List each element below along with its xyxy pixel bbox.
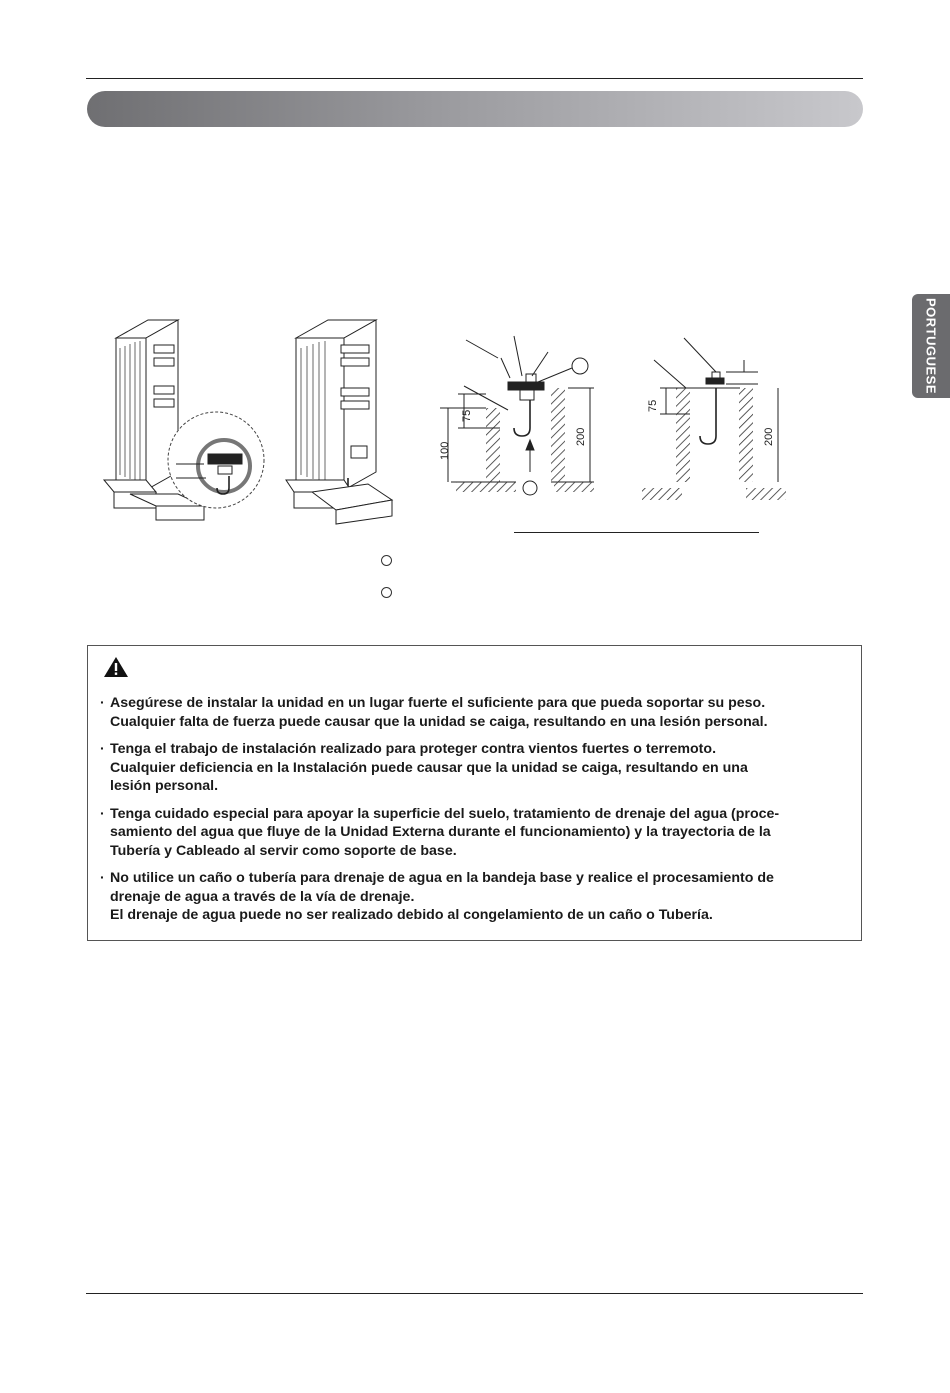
dim-200-right: 200 xyxy=(763,427,775,446)
installation-figure xyxy=(86,300,786,530)
caution-box xyxy=(87,645,862,941)
dim-75-left: 75 xyxy=(461,409,473,422)
dim-75-right: 75 xyxy=(647,399,659,412)
dim-100: 100 xyxy=(439,441,451,460)
dim-200-left: 200 xyxy=(575,427,587,446)
bottom-rule xyxy=(86,1293,863,1294)
warning-triangle-icon xyxy=(103,656,129,678)
caution-item-bullet: · xyxy=(100,805,105,822)
legend-marker-b xyxy=(381,587,392,598)
caution-item-bullet: · xyxy=(100,741,105,757)
caution-item-2 xyxy=(100,740,852,796)
legend-marker-a xyxy=(381,555,392,566)
caution-list xyxy=(100,694,852,934)
legend-rule xyxy=(514,532,759,533)
caution-item-bullet: · xyxy=(100,870,105,886)
caution-item-text: Asegúrese de instalar la unidad en un lugar fuerte el suficiente para que pueda soportar su peso. Cualquier falta de fuerza puede causar que la unidad se caiga, resultando en una lesión personal. xyxy=(110,695,768,730)
caution-item-3 xyxy=(100,805,852,861)
caution-item-text: Tenga cuidado especial para apoyar la superficie del suelo, tratamiento de drenaje del agua (proce- samiento del agua que fluye de la Unidad Externa durante el funcionamiento) y la trayectoria de la Tubería y Cableado al servir como soporte de base. xyxy=(110,805,780,859)
top-rule xyxy=(86,78,863,79)
caution-item-text: Tenga el trabajo de instalación realizado para proteger contra vientos fuertes o terremoto. Cualquier deficiencia en la Instalación puede causar que la unidad se caiga, resultando en una lesión personal. xyxy=(110,741,748,794)
caution-item-bullet: · xyxy=(100,695,105,711)
language-side-tab[interactable] xyxy=(912,294,950,398)
outdoor-unit-illustration-2 xyxy=(286,320,392,524)
caution-item-text: No utilice un caño o tubería para drenaje de agua en la bandeja base y realice el procesamiento de drenaje de agua a través de la vía de drenaje. El drenaje de agua puede no ser realizado debido al congelamiento de un caño o Tubería. xyxy=(110,870,774,923)
caution-item-1 xyxy=(100,694,852,731)
foundation-detail-b xyxy=(642,338,786,500)
language-side-tab-label: PORTUGUESE xyxy=(923,297,939,395)
caution-item-4 xyxy=(100,869,852,925)
section-title-bar xyxy=(87,91,863,127)
outdoor-unit-illustration-1 xyxy=(104,320,264,520)
